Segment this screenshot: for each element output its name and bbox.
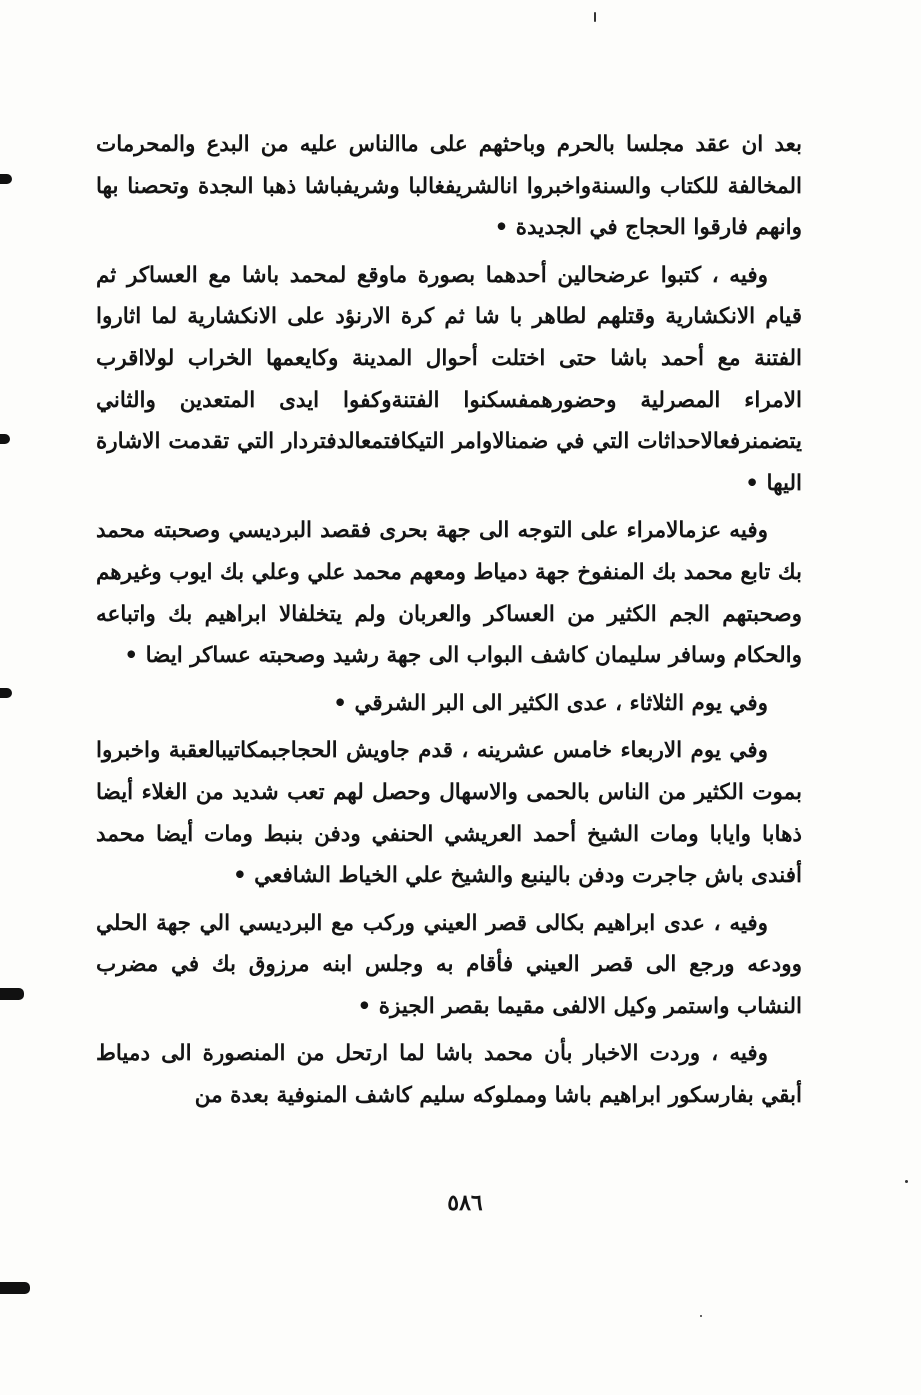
binding-edge-mark: [0, 174, 12, 184]
paragraph-6: وفيه ، عدى ابراهيم بكالى قصر العيني وركب مع البرديسي الي جهة الحلي وودعه ورجع الى قصر العيني فأقام به وجلس ابنه مرزوق بك في مضرب النشاب واستمر وكيل الالفى مقيما بقصر الجيزة •: [96, 910, 802, 1019]
paragraph-2: وفيه ، كتبوا عرضحالين أحدهما بصورة ماوقع لمحمد باشا مع العساكر ثم قيام الانكشارية وقتلهم لطاهر با شا ثم كرة الارنؤد على الانكشارية لما اثاروا الفتنة مع أحمد باشا حتى اختلت أحوال المدينة وكايعمها الخراب لولااقرب الامراء المصرلية وحضورهمفسكنوا الفتنةوكفوا ايدى المتعدين والثاني يتضمنرفعالاحداثات التي في ضمنالاوامر التيكافتمعالدفتردار التي تقدمت الاشارة اليها •: [96, 262, 802, 496]
binding-edge-mark: [0, 688, 12, 698]
paragraph-7: وفيه ، وردت الاخبار بأن محمد باشا لما ارتحل من المنصورة الى دمياط أبقي بفارسكور ابراهيم باشا ومملوكه سليم كاشف المنوفية بعدة من: [96, 1041, 802, 1109]
paragraph-5: وفي يوم الاربعاء خامس عشرينه ، قدم جاويش الحجاجبمكاتيبالعقبة واخبروا بموت الكثير من الناس بالحمى والاسهال وحصل لهم تعب شديد من الغلاء أيضا ذهابا وايابا ومات الشيخ أحمد العريشي الحنفي ودفن بنبط ومات أيضا محمد أفندى باش جاجرت ودفن بالينبع والشيخ علي الخياط الشافعي •: [96, 738, 802, 889]
scan-speck: [905, 1180, 908, 1183]
paragraph-1: بعد ان عقد مجلسا بالحرم وباحثهم على ماالناس عليه من البدع والمحرمات المخالفة للكتاب والسنةواخبروا انالشريفغالبا وشريفباشا ذهبا الىجدة وتحصنا بها وانهم فارقوا الحجاج في الجديدة •: [96, 132, 802, 241]
paragraph-3: وفيه عزمالامراء على التوجه الى جهة بحرى فقصد البرديسي وصحبته محمد بك تابع محمد بك المنفوخ جهة دمياط ومعهم محمد علي وعلي بك ايوب وغيرهم وصحبتهم الجم الكثير من العساكر والعربان ولم يتخلفالا ابراهيم بك واتباعه والحكام وسافر سليمان كاشف البواب الى جهة رشيد وصحبته عساكر ايضا •: [96, 518, 802, 669]
paragraph-4: وفي يوم الثلاثاء ، عدى الكثير الى البر الشرقي •: [333, 690, 768, 716]
page-body-text: [96, 124, 802, 1123]
binding-edge-mark: [0, 988, 24, 1000]
scan-speck: [700, 1315, 702, 1317]
page-number: ٥٨٦: [447, 1190, 483, 1216]
binding-edge-mark: [0, 434, 10, 444]
binding-edge-mark: [0, 1282, 30, 1294]
scan-speck: [594, 12, 596, 22]
